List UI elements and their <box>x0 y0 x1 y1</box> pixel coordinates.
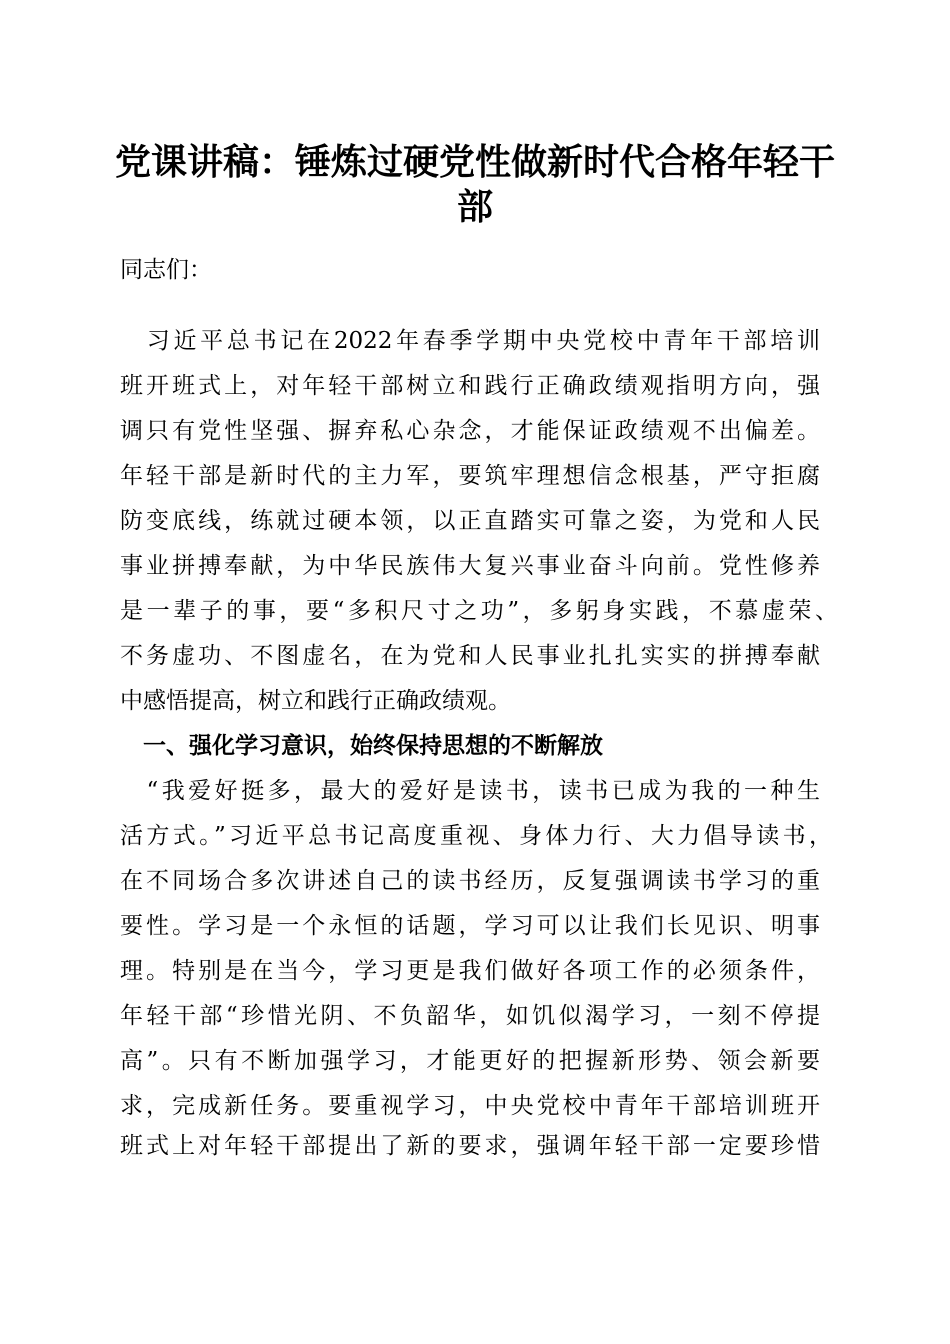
paragraph-line: 求，完成新任务。要重视学习，中央党校中青年干部培训班开 <box>120 1093 820 1119</box>
paragraph-line: 活方式。”习近平总书记高度重视、身体力行、大力倡导读书， <box>120 823 832 849</box>
paragraph-line: 高”。只有不断加强学习，才能更好的把握新形势、领会新要 <box>120 1048 820 1074</box>
paragraph-line: 习近平总书记在2022年春季学期中央党校中青年干部培训 <box>120 328 820 354</box>
paragraph-line: 防变底线，练就过硬本领，以正直踏实可靠之姿，为党和人民 <box>120 508 820 534</box>
section-heading-1: 一、强化学习意识，始终保持思想的不断解放 <box>143 733 603 759</box>
paragraph-line: 是一辈子的事，要“多积尺寸之功”，多躬身实践，不慕虚荣、 <box>120 598 838 624</box>
paragraph-line: 班式上对年轻干部提出了新的要求，强调年轻干部一定要珍惜 <box>120 1133 820 1159</box>
paragraph-line: 理。特别是在当今，学习更是我们做好各项工作的必须条件， <box>120 958 820 984</box>
greeting: 同志们： <box>120 257 212 283</box>
paragraph-line: 在不同场合多次讲述自己的读书经历，反复强调读书学习的重 <box>120 868 820 894</box>
paragraph-line: 要性。学习是一个永恒的话题，学习可以让我们长见识、明事 <box>120 913 820 939</box>
paragraph-line: 班开班式上，对年轻干部树立和践行正确政绩观指明方向，强 <box>120 373 820 399</box>
document-title-line-1: 党课讲稿：锤炼过硬党性做新时代合格年轻干 <box>114 141 835 183</box>
paragraph-line: 中感悟提高，树立和践行正确政绩观。 <box>120 688 511 714</box>
paragraph-line: 不务虚功、不图虚名，在为党和人民事业扎扎实实的拼搏奉献 <box>120 643 820 669</box>
paragraph-line: 年轻干部“珍惜光阴、不负韶华，如饥似渴学习，一刻不停提 <box>120 1003 820 1029</box>
paragraph-line: 年轻干部是新时代的主力军，要筑牢理想信念根基，严守拒腐 <box>120 463 820 489</box>
document-title-line-2: 部 <box>456 186 493 228</box>
paragraph-line: “我爱好挺多，最大的爱好是读书，读书已成为我的一种生 <box>120 778 820 804</box>
paragraph-line: 事业拼搏奉献，为中华民族伟大复兴事业奋斗向前。党性修养 <box>120 553 820 579</box>
paragraph-line: 调只有党性坚强、摒弃私心杂念，才能保证政绩观不出偏差。 <box>120 418 820 444</box>
